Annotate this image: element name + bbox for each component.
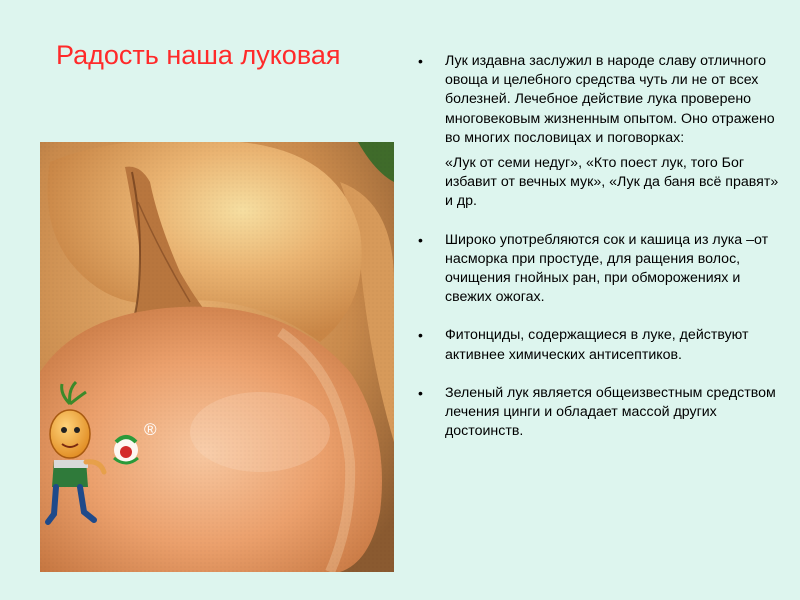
- onion-photo: [40, 142, 394, 572]
- brand-logo: [114, 437, 138, 463]
- bullet-paragraph: • Широко употребляются сок и кашица из лука –от насморка при простуде, для ращения волос, очищения гнойных ран, при обморожениях и свежих ожогах.: [445, 231, 769, 306]
- content-panel: [416, 52, 786, 460]
- bullet-item-uses: [416, 231, 786, 308]
- registered-trademark-mark: ®: [144, 420, 157, 439]
- bullet-item-folk-wisdom: [416, 52, 786, 212]
- slide-title: Радость наша луковая: [56, 40, 341, 70]
- bullet-paragraph: • Фитонциды, содержащиеся в луке, действуют активнее химических антисептиков.: [445, 327, 749, 363]
- bullet-item-green-onion: [416, 384, 786, 442]
- bullet-paragraph-proverbs: «Лук от семи недуг», «Кто поест лук, того Бог избавит от вечных мук», «Лук да баня всё правят» и др.: [445, 155, 779, 210]
- bullet-paragraph: • Зеленый лук является общеизвестным средством лечения цинги и обладает массой других достоинств.: [445, 384, 776, 440]
- bullet-list: [416, 52, 786, 441]
- bullet-item-phytoncides: [416, 326, 786, 364]
- bullet-paragraph: • Лук издавна заслужил в народе славу отличного овоща и целебного средства чуть ли не от всех болезней. Лечебное действие лука проверено многовековым жизненным опытом. Оно отражено во многих пословицах и поговорках:: [445, 53, 775, 146]
